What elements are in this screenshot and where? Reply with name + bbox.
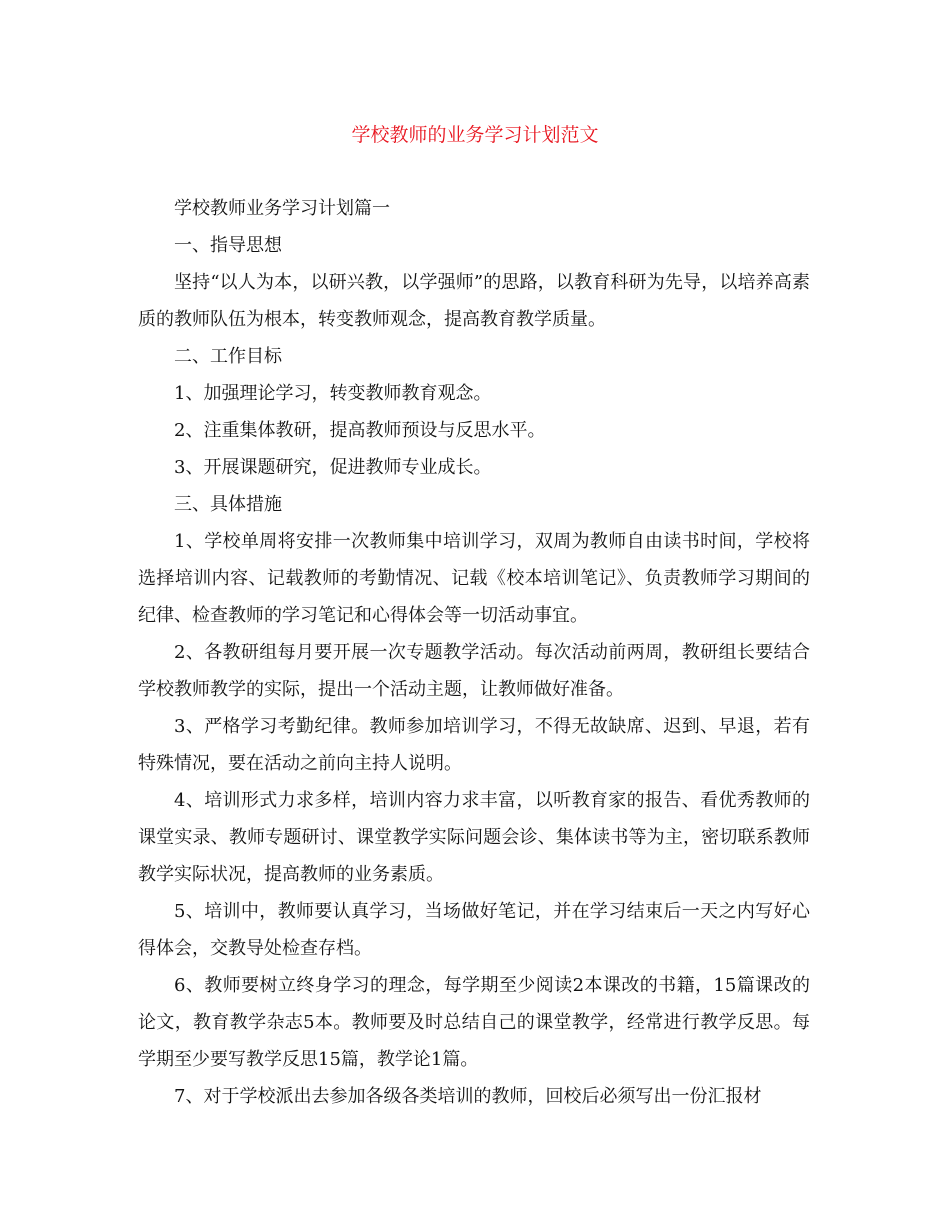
measure-item: 5、培训中，教师要认真学习，当场做好笔记，并在学习结束后一天之内写好心得体会，交教导处检查存档。 xyxy=(138,901,810,959)
heading-work-goals: 二、工作目标 xyxy=(174,346,282,367)
goal-item: 2、注重集体教研，提高教师预设与反思水平。 xyxy=(174,420,546,441)
measure-item: 6、教师要树立终身学习的理念，每学期至少阅读2本课改的书籍，15篇课改的论文，教育教学杂志5本。教师要及时总结自己的课堂教学，经常进行教学反思。每学期至少要写教学反思15篇，教学论1篇。 xyxy=(138,975,810,1070)
heading-guiding-ideology: 一、指导思想 xyxy=(174,235,282,256)
measure-item: 3、严格学习考勤纪律。教师参加培训学习，不得无故缺席、迟到、早退，若有特殊情况，要在活动之前向主持人说明。 xyxy=(138,716,810,774)
paragraph: 坚持“以人为本，以研兴教，以学强师”的思路，以教育科研为先导，以培养高素质的教师队伍为根本，转变教师观念，提高教育教学质量。 xyxy=(138,272,810,330)
heading-measures: 三、具体措施 xyxy=(174,494,282,515)
measure-item: 7、对于学校派出去参加各级各类培训的教师，回校后必须写出一份汇报材 xyxy=(174,1086,762,1107)
document-title: 学校教师的业务学习计划范文 xyxy=(351,124,599,146)
measure-item: 1、学校单周将安排一次教师集中培训学习，双周为教师自由读书时间，学校将选择培训内容、记载教师的考勤情况、记载《校本培训笔记》、负责教师学习期间的纪律、检查教师的学习笔记和心得体会等一切活动事宜。 xyxy=(138,531,810,626)
goal-item: 3、开展课题研究，促进教师专业成长。 xyxy=(174,457,492,478)
section-heading: 学校教师业务学习计划篇一 xyxy=(174,198,390,219)
document-body xyxy=(138,190,810,1115)
measure-item: 4、培训形式力求多样，培训内容力求丰富，以听教育家的报告、看优秀教师的课堂实录、教师专题研讨、课堂教学实际问题会诊、集体读书等为主，密切联系教师教学实际状况，提高教师的业务素质。 xyxy=(138,790,810,885)
measure-item: 2、各教研组每月要开展一次专题教学活动。每次活动前两周，教研组长要结合学校教师教学的实际，提出一个活动主题，让教师做好准备。 xyxy=(138,642,810,700)
goal-item: 1、加强理论学习，转变教师教育观念。 xyxy=(174,383,492,404)
